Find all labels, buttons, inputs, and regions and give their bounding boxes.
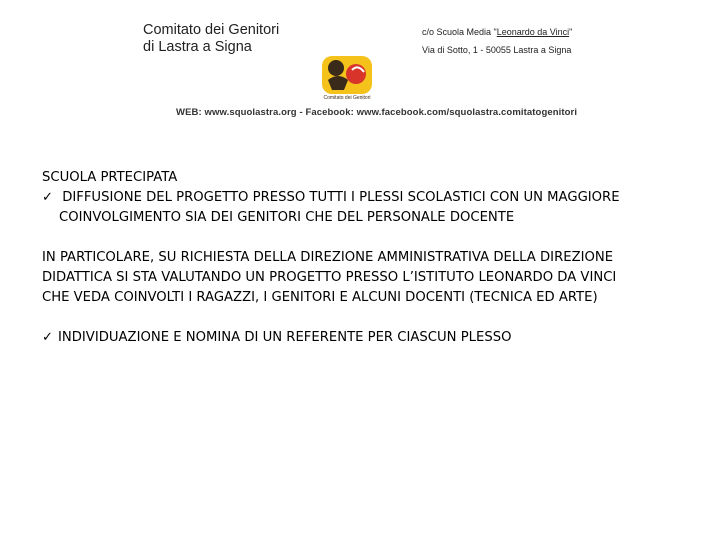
paragraph-line3: CHE VEDA COINVOLTI I RAGAZZI, I GENITORI E ALCUNI DOCENTI (TECNICA ED ARTE) bbox=[42, 290, 598, 305]
section-heading: SCUOLA PRTECIPATA bbox=[42, 170, 178, 185]
address-line1 bbox=[422, 25, 572, 40]
organization-name bbox=[143, 22, 279, 56]
org-name-line2: di Lastra a Signa bbox=[143, 39, 252, 55]
paragraph-line2: DIDATTICA SI STA VALUTANDO UN PROGETTO PRESSO L’ISTITUTO LEONARDO DA VINCI bbox=[42, 270, 617, 285]
address-block bbox=[422, 25, 572, 58]
bullet1-line2: COINVOLGIMENTO SIA DEI GENITORI CHE DEL PERSONALE DOCENTE bbox=[59, 210, 515, 225]
checkmark-icon: ✓ bbox=[42, 330, 54, 345]
web-links: WEB: www.squolastra.org - Facebook: www.facebook.com/squolastra.comitatogenitori bbox=[176, 107, 578, 118]
checkmark-icon: ✓ bbox=[42, 190, 54, 205]
slide-content bbox=[42, 168, 692, 348]
org-name-line1: Comitato dei Genitori bbox=[143, 22, 280, 38]
address-prefix: c/o Scuola Media " bbox=[422, 27, 497, 37]
bullet-item bbox=[42, 188, 692, 208]
address-line2: Via di Sotto, 1 - 50055 Lastra a Signa bbox=[422, 45, 572, 55]
bullet2-text: INDIVIDUAZIONE E NOMINA DI UN REFERENTE PER CIASCUN PLESSO bbox=[58, 330, 512, 345]
logo-caption: Comitato dei Genitori bbox=[323, 95, 371, 101]
school-name: Leonardo da Vinci bbox=[496, 27, 570, 37]
committee-logo bbox=[318, 50, 376, 102]
paragraph-line1: IN PARTICOLARE, SU RICHIESTA DELLA DIREZIONE AMMINISTRATIVA DELLA DIREZIONE bbox=[42, 250, 614, 265]
address-suffix: " bbox=[569, 27, 573, 37]
bullet1-line1: DIFFUSIONE DEL PROGETTO PRESSO TUTTI I PLESSI SCOLASTICI CON UN MAGGIORE bbox=[62, 190, 620, 205]
bullet-item bbox=[42, 328, 692, 348]
